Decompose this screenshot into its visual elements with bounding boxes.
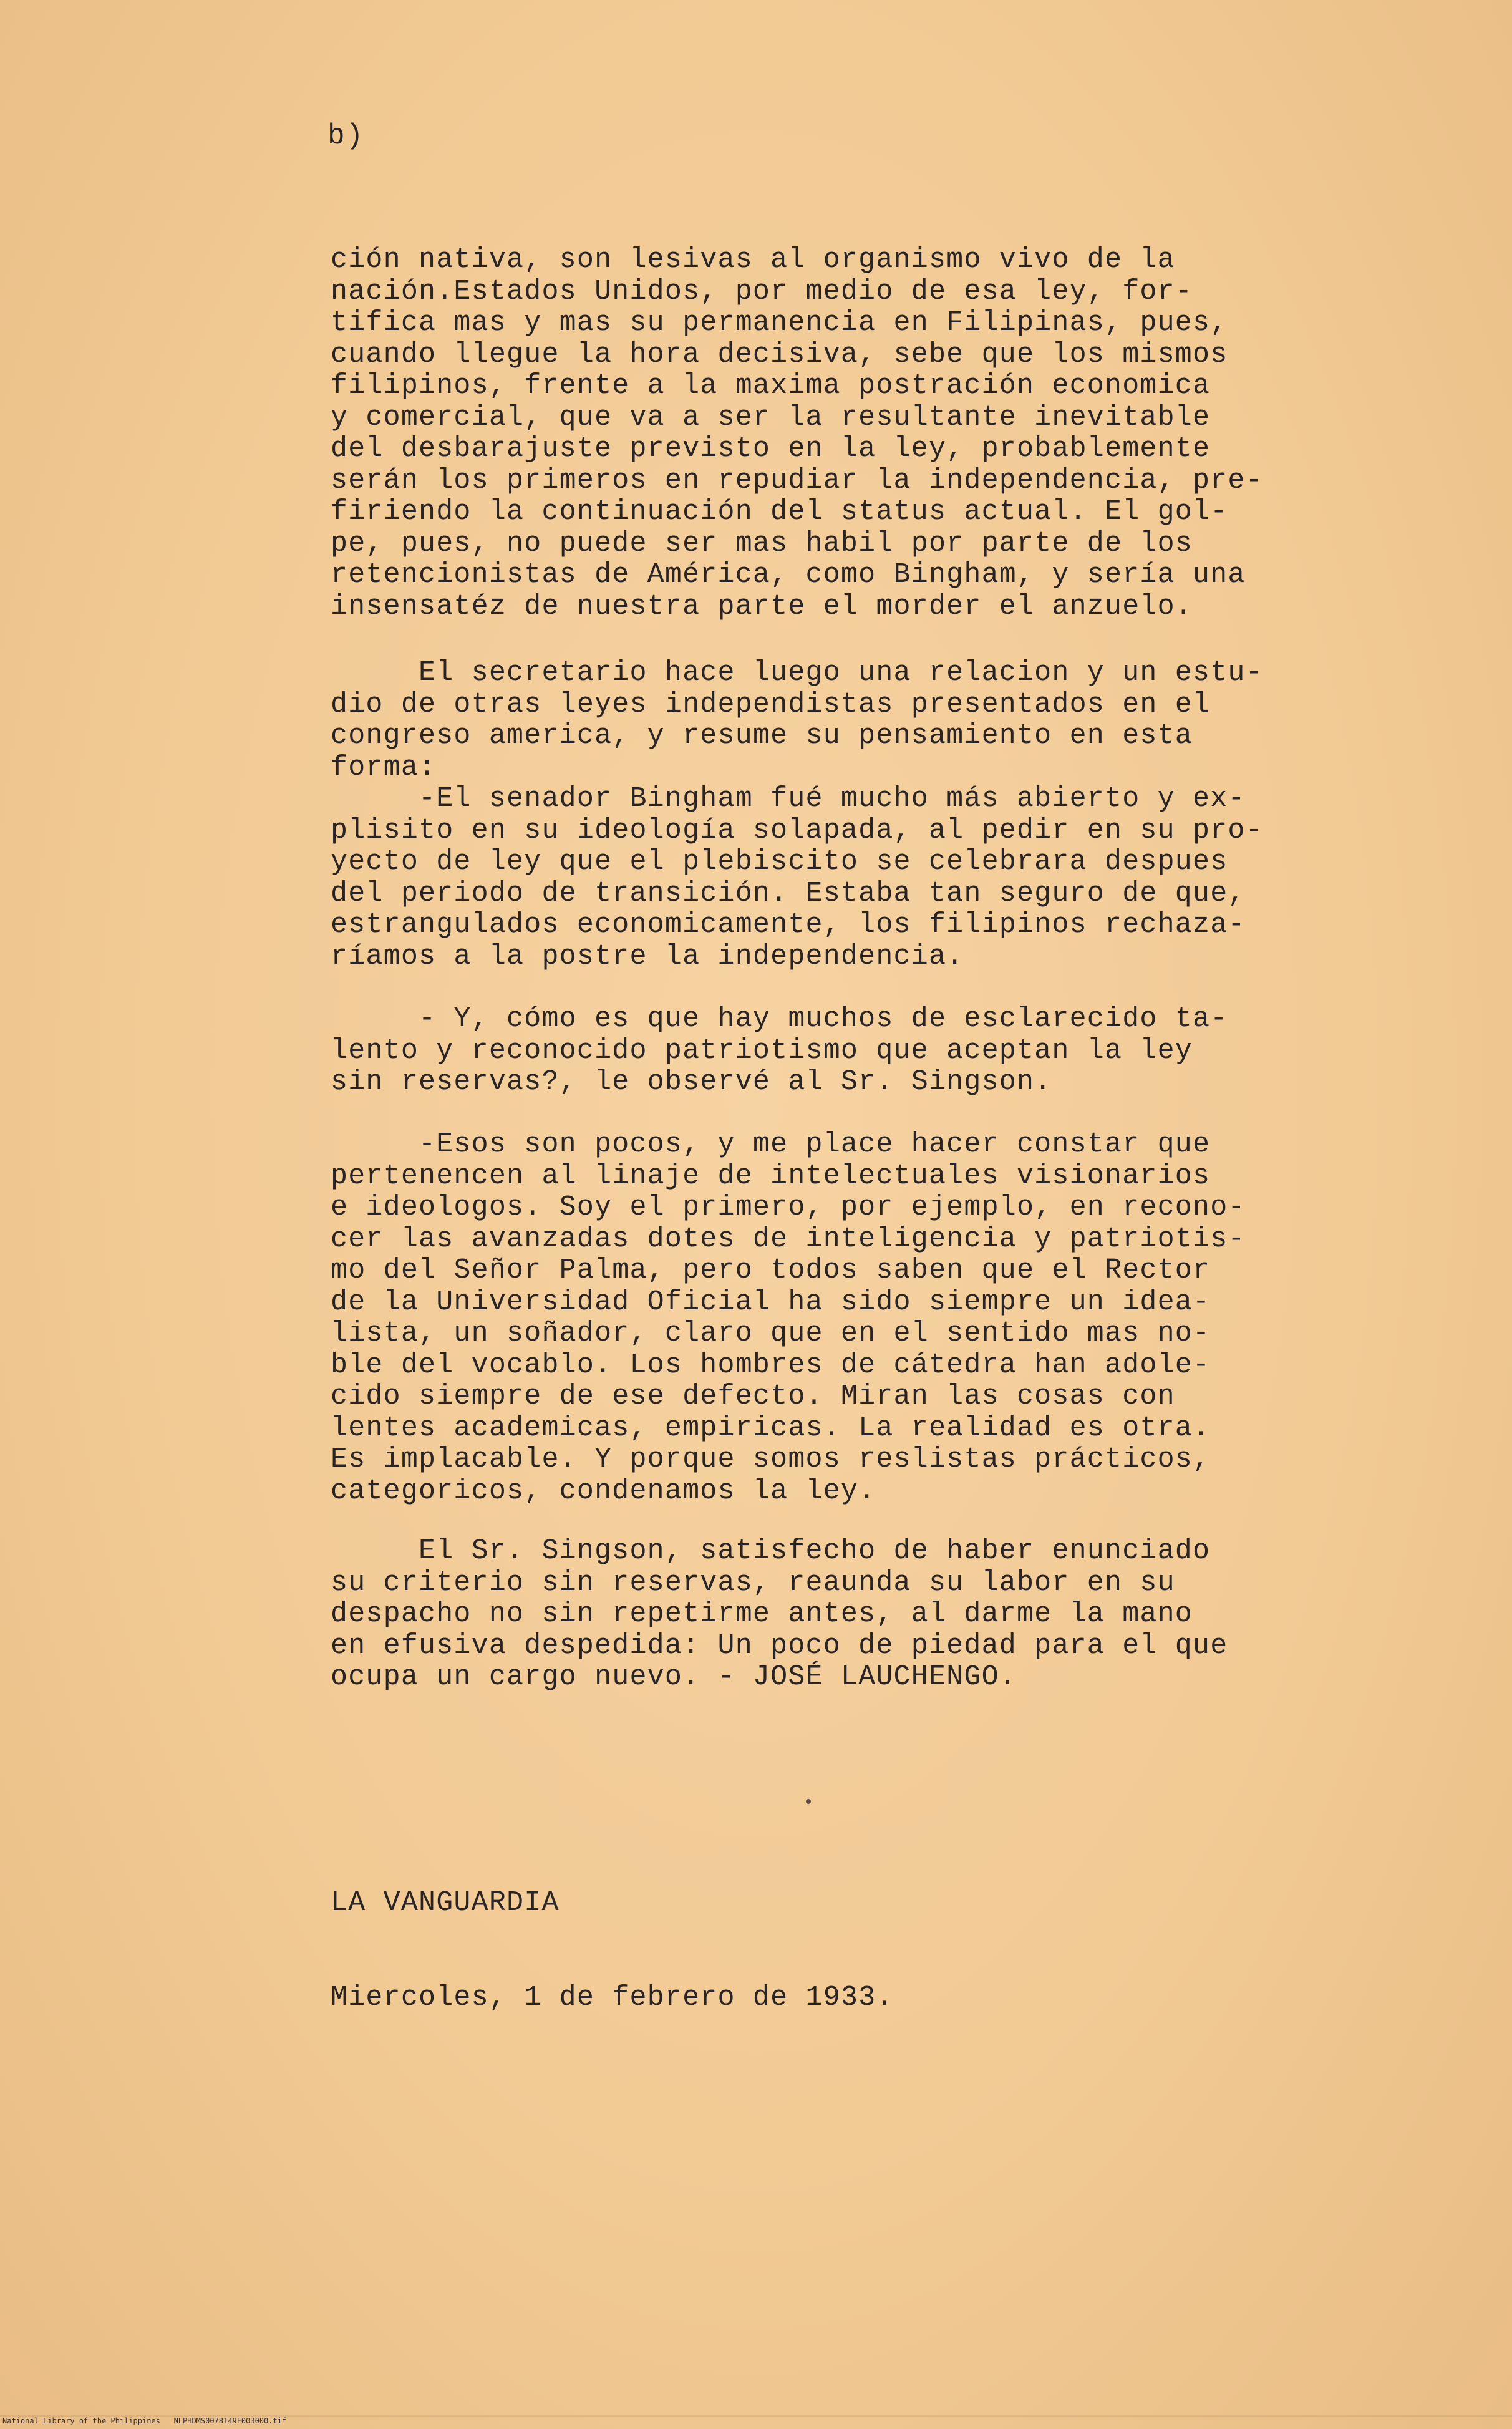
text-line: cuando llegue la hora decisiva, sebe que los mismos bbox=[331, 338, 1228, 371]
text-line: ción nativa, son lesivas al organismo vivo de la bbox=[331, 244, 1175, 276]
text-line: mo del Señor Palma, pero todos saben que el Rector bbox=[331, 1254, 1211, 1286]
text-line: del periodo de transición. Estaba tan seguro de que, bbox=[331, 877, 1246, 909]
text-line: dio de otras leyes independistas presentados en el bbox=[331, 688, 1211, 720]
publication-name: LA VANGUARDIA bbox=[331, 1887, 560, 1919]
text-line: - Y, cómo es que hay muchos de esclarecido ta- bbox=[331, 1003, 1228, 1035]
text-line: categoricos, condenamos la ley. bbox=[331, 1475, 876, 1507]
text-line: sin reservas?, le observé al Sr. Singson. bbox=[331, 1066, 1052, 1098]
paragraph-5 bbox=[331, 1536, 1329, 1694]
text-line: ríamos a la postre la independencia. bbox=[331, 940, 964, 972]
ink-speck bbox=[806, 1799, 811, 1804]
text-line: e ideologos. Soy el primero, por ejemplo, en recono- bbox=[331, 1191, 1246, 1223]
text-line: de la Universidad Oficial ha sido siempre un idea- bbox=[331, 1286, 1211, 1318]
library-name: National Library of the Philippines bbox=[2, 2417, 160, 2425]
text-line: su criterio sin reservas, reaunda su labor en su bbox=[331, 1566, 1175, 1599]
text-line: retencionistas de América, como Bingham, y sería una bbox=[331, 559, 1246, 591]
text-line: firiendo la continuación del status actual. El gol- bbox=[331, 496, 1228, 528]
text-line: pertenencen al linaje de intelectuales visionarios bbox=[331, 1160, 1211, 1192]
paragraph-4 bbox=[331, 1129, 1329, 1507]
paragraph-3 bbox=[331, 1004, 1329, 1098]
text-line: y comercial, que va a ser la resultante inevitable bbox=[331, 401, 1211, 434]
text-line: nación.Estados Unidos, por medio de esa ley, for- bbox=[331, 275, 1193, 308]
text-line: despacho no sin repetirme antes, al darme la mano bbox=[331, 1598, 1193, 1630]
text-line: yecto de ley que el plebiscito se celebrara despues bbox=[331, 846, 1228, 878]
text-line: -Esos son pocos, y me place hacer constar que bbox=[331, 1128, 1211, 1160]
text-line: filipinos, frente a la maxima postración economica bbox=[331, 370, 1211, 402]
text-line: serán los primeros en repudiar la independencia, pre- bbox=[331, 464, 1263, 497]
text-line: congreso america, y resume su pensamiento en esta bbox=[331, 720, 1193, 752]
text-line: El secretario hace luego una relacion y un estu- bbox=[331, 657, 1263, 689]
text-line: tifica mas y mas su permanencia en Filipinas, pues, bbox=[331, 307, 1228, 339]
text-line: lentes academicas, empiricas. La realidad es otra. bbox=[331, 1412, 1211, 1444]
text-line: insensatéz de nuestra parte el morder el anzuelo. bbox=[331, 590, 1193, 623]
paragraph-1 bbox=[331, 245, 1329, 623]
text-line: lento y reconocido patriotismo que aceptan la ley bbox=[331, 1034, 1193, 1067]
text-line: ocupa un cargo nuevo. - JOSÉ LAUCHENGO. bbox=[331, 1661, 1017, 1693]
text-line: pe, pues, no puede ser mas habil por parte de los bbox=[331, 527, 1193, 560]
text-line: estrangulados economicamente, los filipinos rechaza- bbox=[331, 909, 1246, 941]
text-line: forma: bbox=[331, 751, 437, 783]
text-line: del desbarajuste previsto en la ley, probablemente bbox=[331, 433, 1211, 465]
text-line: Es implacable. Y porque somos reslistas prácticos, bbox=[331, 1443, 1211, 1475]
publication-date: Miercoles, 1 de febrero de 1933. bbox=[331, 1981, 894, 2014]
text-line: en efusiva despedida: Un poco de piedad para el que bbox=[331, 1629, 1228, 1662]
text-line: cido siempre de ese defecto. Miran las cosas con bbox=[331, 1380, 1175, 1412]
text-line: cer las avanzadas dotes de inteligencia y patriotis- bbox=[331, 1223, 1246, 1255]
file-id: NLPHDMS0078149F003000.tif bbox=[173, 2417, 287, 2425]
text-line: plisito en su ideología solapada, al pedir en su pro- bbox=[331, 814, 1263, 846]
page-marker: b) bbox=[327, 120, 365, 152]
text-line: -El senador Bingham fué mucho más abierto y ex- bbox=[331, 783, 1246, 815]
text-line: ble del vocablo. Los hombres de cátedra han adole- bbox=[331, 1349, 1211, 1381]
text-line: El Sr. Singson, satisfecho de haber enunciado bbox=[331, 1535, 1211, 1567]
source-citation bbox=[331, 1825, 1329, 2045]
text-line: lista, un soñador, claro que en el sentido mas no- bbox=[331, 1317, 1211, 1349]
scan-footer bbox=[2, 2417, 286, 2425]
paragraph-2 bbox=[331, 657, 1329, 972]
